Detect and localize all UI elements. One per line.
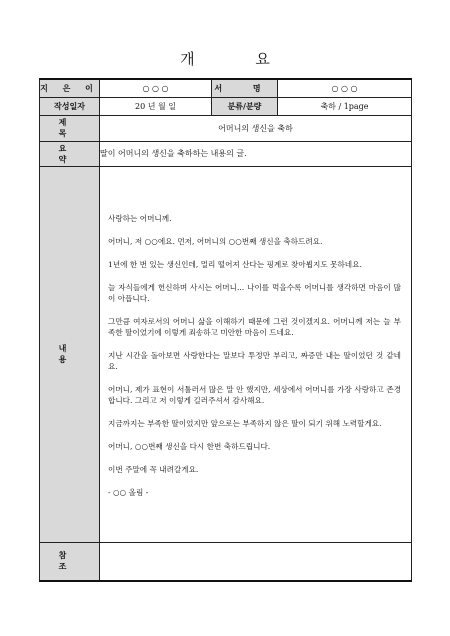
- summary-label: 요 약: [40, 141, 100, 166]
- summary-value[interactable]: 딸이 어머니의 생신을 축하하는 내용의 글.: [100, 141, 412, 166]
- document-title: 개 요: [180, 50, 298, 68]
- content-paragraph: 어머니, 저 ○○에요. 먼저, 어머니의 ○○번째 생신을 축하드려요.: [108, 236, 323, 246]
- content-signoff: - ○○ 올림 -: [108, 487, 149, 497]
- content-paragraph: 이번 주말에 꼭 내려갈게요.: [108, 464, 199, 474]
- content-body[interactable]: [100, 166, 412, 542]
- author-label: 지 은 이: [40, 79, 100, 97]
- content-paragraph: 지금까지는 부족한 딸이었지만 앞으로는 부족하지 않은 딸이 되기 위해 노력할게요.: [108, 418, 382, 428]
- content-paragraph: 어머니, ○○번째 생신을 다시 한번 축하드립니다.: [108, 441, 271, 451]
- date-label: 작성일자: [40, 97, 100, 115]
- author-value[interactable]: ○ ○ ○: [100, 79, 212, 97]
- signature-value[interactable]: ○ ○ ○: [278, 79, 412, 97]
- content-paragraph: 1년에 한 번 있는 생신인데, 멀리 떨어져 산다는 핑계로 찾아뵙지도 못하네요.: [108, 259, 362, 269]
- category-label: 분류/분량: [212, 97, 278, 115]
- content-paragraph: 지난 시간을 돌아보면 사랑한다는 말보다 투정만 부리고, 짜증만 내는 딸이었던 것 같네요.: [108, 350, 401, 371]
- subject-label: 제 목: [40, 115, 100, 141]
- subject-value[interactable]: 어머니의 생신을 축하: [100, 115, 412, 141]
- category-value[interactable]: 축하 / 1page: [278, 97, 412, 115]
- reference-label: 참 조: [40, 542, 100, 581]
- content-paragraph: 사랑하는 어머니께.: [108, 213, 172, 223]
- date-value[interactable]: 20 년 월 일: [100, 97, 212, 115]
- overview-form: [39, 78, 412, 582]
- content-text: [100, 199, 411, 498]
- content-label: 내 용: [40, 166, 100, 542]
- content-paragraph: 어머니, 제가 표현이 서툴러서 많은 말 안 했지만, 세상에서 어머니를 가장 사랑하고 존경합니다. 그리고 저 이렇게 길러주셔서 감사해요.: [108, 384, 401, 405]
- reference-value[interactable]: [100, 542, 412, 581]
- content-paragraph: 그만큼 여자로서의 어머니 삶을 이해하기 때문에 그런 것이겠지요. 어머니께 저는 늘 부족한 딸이었기에 이렇게 죄송하고 미안한 마음이 드네요.: [108, 316, 401, 337]
- content-paragraph: 늘 자식들에게 헌신하며 사시는 어머니... 나이를 먹을수록 어머니를 생각하면 마음이 많이 아픕니다.: [108, 282, 401, 303]
- signature-label: 서 명: [212, 79, 278, 97]
